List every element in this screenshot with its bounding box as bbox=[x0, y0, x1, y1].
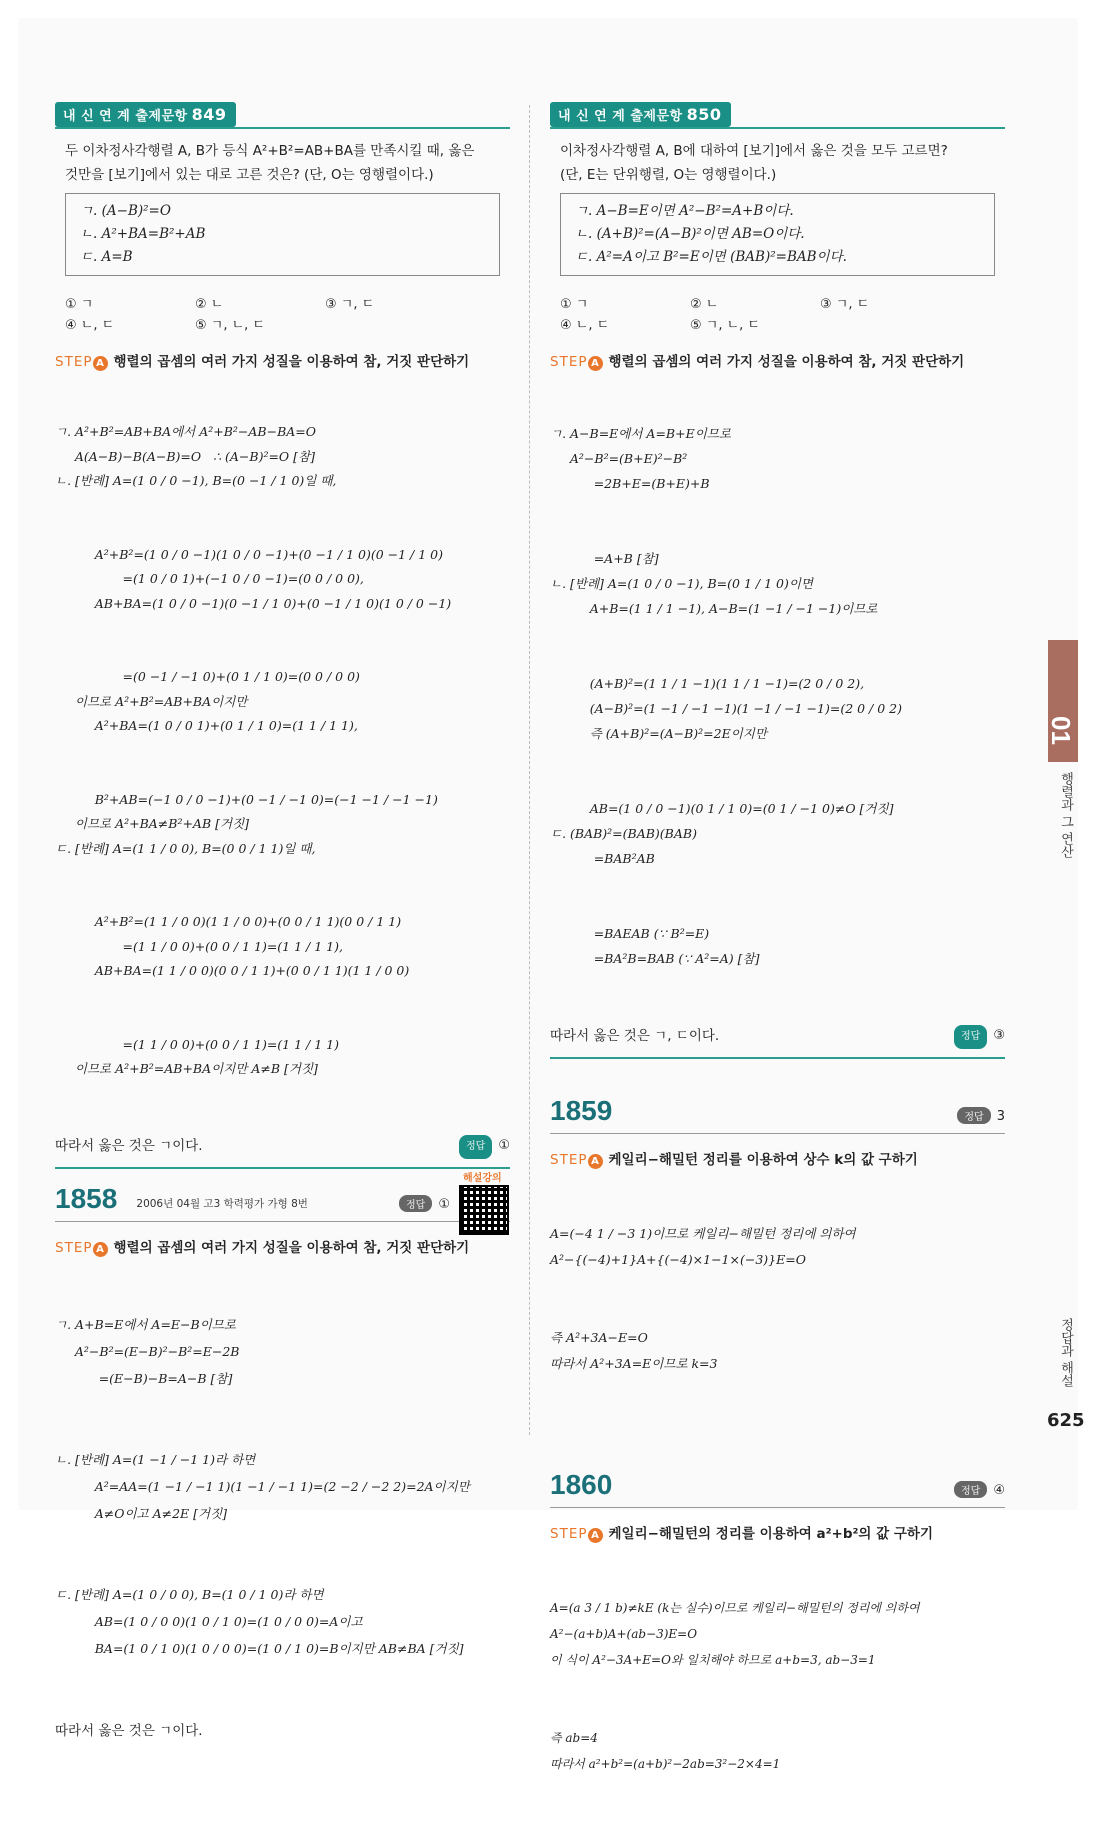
q1859-number: 1859 bbox=[550, 1095, 613, 1126]
q850-tag: 내 신 연 계 출제문항 850 bbox=[550, 102, 731, 127]
q849-answer: 정답 ① bbox=[459, 1135, 510, 1159]
chapter-number: 01 bbox=[1046, 716, 1076, 745]
q1858-source: 2006년 04월 고3 학력평가 가형 8번 bbox=[136, 1197, 308, 1210]
q850-solution: ㄱ. A−B=E에서 A=B+E이므로 A²−B²=(B+E)²−B² =2B+E=(B+E)+B =A+B [참] ㄴ. [반례] A=(1 0 / 0 −1), B=(0 1 / 1 0)이면 A+B=(1 1 / 1 −1), A−B=(1 −1 / −1 −1)이므로 (A+B)²=(1 1 / 1 −1)(1 1 / 1 −1)=(2 0 / 0 2), (A−B)²=(1 −1 / −1 −1)(1 −1 / −1 −1)=(2 0 / 0 2) 즉 (A+B)²=(A−B)²=2E이지만 AB=(1 0 / 0 −1)(0 1 / 1 0)=(0 1 / −1 0)≠O [거짓] ㄷ. (BAB)²=(BAB)(BAB) =BAB²AB =BAEAB (∵ B²=E) =BA²B=BAB (∵ A²=A) [참] bbox=[550, 426, 902, 966]
divider-line-right bbox=[550, 1057, 1005, 1059]
q1858-step: STEP A 행렬의 곱셈의 여러 가지 성질을 이용하여 참, 거짓 판단하기 bbox=[55, 1239, 470, 1256]
q1860-answer: 정답 ④ bbox=[954, 1481, 1005, 1498]
right-column bbox=[550, 102, 1005, 1829]
q1859-rule bbox=[550, 1133, 1005, 1134]
q849-conclusion: 따라서 옳은 것은 ㄱ이다. 정답 ① bbox=[55, 1135, 510, 1157]
q849-choices: ① ㄱ ② ㄴ ③ ㄱ, ㄷ ④ ㄴ, ㄷ ⑤ ㄱ, ㄴ, ㄷ bbox=[65, 297, 375, 333]
q849-solution: ㄱ. A²+B²=AB+BA에서 A²+B²−AB−BA=O A(A−B)−B(A−B)=O ∴ (A−B)²=O [참] ㄴ. [반례] A=(1 0 / 0 −1), B=(0 −1 / 1 0)일 때, A²+B²=(1 0 / 0 −1)(1 0 / 0 −1)+(0 −1 / 1 0)(0 −1 / 1 0) =(1 0 / 0 1)+(−1 0 / 0 −1)=(0 0 / 0 0), AB+BA=(1 0 / 0 −1)(0 −1 / 1 0)+(0 −1 / 1 0)(1 0 / 0 −1) =(0 −1 / −1 0)+(0 1 / 1 0)=(0 0 / 0 0) 이므로 A²+B²=AB+BA이지만 A²+BA=(1 0 / 0 1)+(0 1 / 1 0)=(1 1 / 1 1), B²+AB=(−1 0 / 0 −1)+(0 −1 / −1 0)=(−1 −1 / −1 −1) 이므로 A²+BA≠B²+AB [거짓] ㄷ. [반례] A=(1 1 / 0 0), B=(0 0 / 1 1)일 때, A²+B²=(1 1 / 0 0)(1 1 / 0 0)+(0 0 / 1 1)(0 0 / 1 1) =(1 1 / 0 0)+(0 0 / 1 1)=(1 1 / 1 1), AB+BA=(1 1 / 0 0)(0 0 / 1 1)+(0 0 / 1 1)(1 1 / 0 0) =(1 1 / 0 0)+(0 0 / 1 1)=(1 1 / 1 1) 이므로 A²+B²=AB+BA이지만 A≠B [거짓] bbox=[55, 424, 452, 1076]
q850-step: STEP A 행렬의 곱셈의 여러 가지 성질을 이용하여 참, 거짓 판단하기 bbox=[550, 354, 965, 370]
q1859-solution: A=(−4 1 / −3 1)이므로 케일리−해밀턴 정리에 의하여 A²−{(−4)+1}A+{(−4)×1−1×(−3)}E=O 즉 A²+3A−E=O 따라서 A²+3A=E이므로 k=3 bbox=[550, 1226, 856, 1371]
q1858-conclusion: 따라서 옳은 것은 ㄱ이다. bbox=[55, 1722, 203, 1739]
q1859-block bbox=[550, 1095, 1005, 1429]
qr-code-icon[interactable] bbox=[459, 1185, 509, 1235]
q1860-number: 1860 bbox=[550, 1469, 613, 1500]
q849-box: ㄱ. (A−B)²=O ㄴ. A²+BA=B²+AB ㄷ. A=B bbox=[65, 193, 500, 276]
q850-conclusion: 따라서 옳은 것은 ㄱ, ㄷ이다. 정답 ③ bbox=[550, 1025, 1005, 1047]
q1859-answer: 정답 3 bbox=[957, 1107, 1005, 1124]
q849-tag: 내 신 연 계 출제문항 849 bbox=[55, 102, 236, 127]
chapter-title: 행렬과 그 연산 bbox=[1058, 772, 1073, 859]
column-divider bbox=[529, 105, 530, 1435]
q1860-step: STEP A 케일리−해밀턴의 정리를 이용하여 a²+b²의 값 구하기 bbox=[550, 1526, 934, 1542]
q850-answer: 정답 ③ bbox=[954, 1025, 1005, 1049]
q849-step: STEP A 행렬의 곱셈의 여러 가지 성질을 이용하여 참, 거짓 판단하기 bbox=[55, 354, 470, 370]
section-label: 정답과 해설 bbox=[1058, 1318, 1073, 1388]
q1858-solution: ㄱ. A+B=E에서 A=E−B이므로 A²−B²=(E−B)²−B²=E−2B =(E−B)−B=A−B [참] ㄴ. [반례] A=(1 −1 / −1 1)라 하면 A²=AA=(1 −1 / −1 1)(1 −1 / −1 1)=(2 −2 / −2 2)=2A이지만 A≠O이고 A≠2E [거짓] ㄷ. [반례] A=(1 0 / 0 0), B=(1 0 / 1 0)라 하면 AB=(1 0 / 0 0)(1 0 / 1 0)=(1 0 / 0 0)=A이고 BA=(1 0 / 1 0)(1 0 / 0 0)=(1 0 / 1 0)=B이지만 AB≠BA [거짓] bbox=[55, 1316, 470, 1656]
q850-question: 이차정사각행렬 A, B에 대하여 [보기]에서 옳은 것을 모두 고르면? (단, E는 단위행렬, O는 영행렬이다.) bbox=[560, 143, 948, 183]
q850-block bbox=[550, 102, 1005, 1047]
qr-label: 해설강의 bbox=[463, 1172, 502, 1184]
q850-box: ㄱ. A−B=E이면 A²−B²=A+B이다. ㄴ. (A+B)²=(A−B)²이면 AB=O이다. ㄷ. A²=A이고 B²=E이면 (BAB)²=BAB이다. bbox=[560, 193, 995, 276]
q1859-step: STEP A 케일리−해밀턴 정리를 이용하여 상수 k의 값 구하기 bbox=[550, 1152, 918, 1168]
q1858-block bbox=[55, 1172, 510, 1742]
left-column bbox=[55, 102, 510, 1742]
q1860-rule bbox=[550, 1507, 1005, 1508]
page-number: 625 bbox=[1047, 1410, 1085, 1431]
q849-block bbox=[55, 102, 510, 1157]
q850-choices: ① ㄱ ② ㄴ ③ ㄱ, ㄷ ④ ㄴ, ㄷ ⑤ ㄱ, ㄴ, ㄷ bbox=[560, 297, 870, 333]
q1858-number: 1858 bbox=[55, 1182, 118, 1214]
q1860-solution: A=(a 3 / 1 b)≠kE (k는 실수)이므로 케일리−해밀턴의 정리에 의하여 A²−(a+b)A+(ab−3)E=O 이 식이 A²−3A+E=O와 일치해야 하므로 a+b=3, ab−3=1 즉 ab=4 따라서 a²+b²=(a+b)²−2ab=3²−2×4=1 bbox=[550, 1601, 920, 1771]
q849-question: 두 이차정사각행렬 A, B가 등식 A²+B²=AB+BA를 만족시킬 때, 옳은 것만을 [보기]에서 있는 대로 고른 것은? (단, O는 영행렬이다.) bbox=[65, 143, 475, 183]
q1860-block bbox=[550, 1469, 1005, 1829]
q1858-rule bbox=[55, 1221, 510, 1222]
divider-line bbox=[55, 1167, 510, 1169]
q1858-answer: 정답 ① bbox=[399, 1195, 450, 1212]
